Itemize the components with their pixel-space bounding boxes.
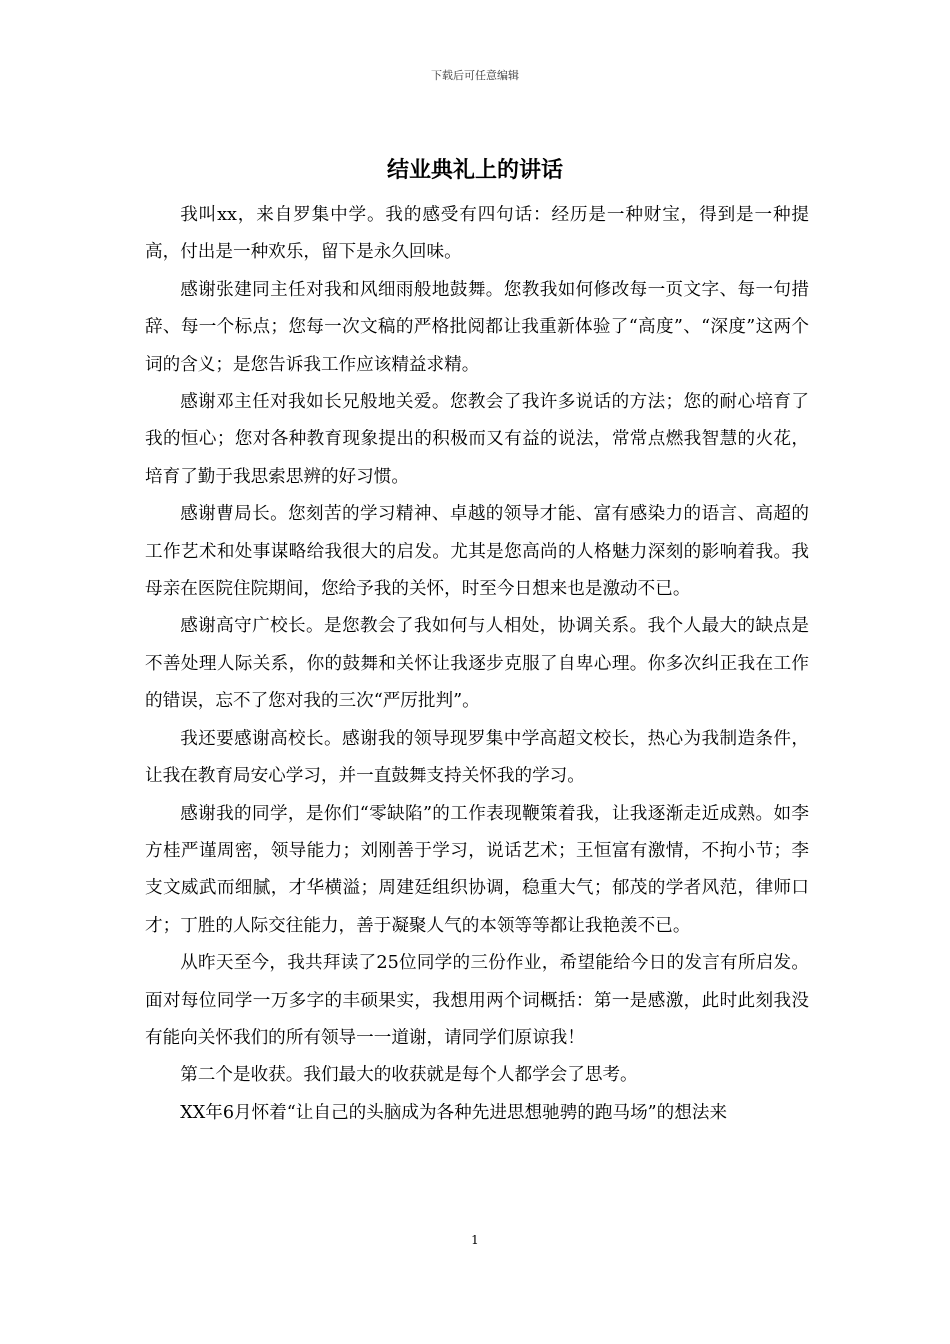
- paragraph: 感谢邓主任对我如长兄般地关爱。您教会了我许多说话的方法；您的耐心培育了我的恒心；您对各种教育现象提出的积极而又有益的说法，常常点燃我智慧的火花，培育了勤于我思索思辨的好习惯。: [145, 392, 809, 487]
- page-header: 下载后可任意编辑: [431, 69, 519, 82]
- paragraph: 我还要感谢高校长。感谢我的领导现罗集中学高超文校长，热心为我制造条件，让我在教育局安心学习，并一直鼓舞支持关怀我的学习。: [145, 728, 809, 787]
- paragraph: 从昨天至今，我共拜读了25位同学的三份作业，希望能给今日的发言有所启发。面对每位同学一万多字的丰硕果实，我想用两个词概括：第一是感激，此时此刻我没有能向关怀我们的所有领导一一道谢，请同学们原谅我！: [145, 953, 809, 1048]
- paragraph: 第二个是收获。我们最大的收获就是每个人都学会了思考。: [180, 1065, 638, 1086]
- paragraph: 感谢曹局长。您刻苦的学习精神、卓越的领导才能、富有感染力的语言、高超的工作艺术和处事谋略给我很大的启发。尤其是您高尚的人格魅力深刻的影响着我。我母亲在医院住院期间，您给予我的关怀，时至今日想来也是激动不已。: [145, 504, 809, 600]
- document-body: [145, 197, 809, 1132]
- paragraph: 感谢我的同学，是你们“零缺陷”的工作表现鞭策着我，让我逐渐走近成熟。如李方桂严谨周密，领导能力；刘刚善于学习，说话艺术；王恒富有激情，不拘小节；李支文威武而细腻，才华横溢；周建廷组织协调，稳重大气；郁茂的学者风范，律师口才；丁胜的人际交往能力，善于凝聚人气的本领等等都让我艳羡不已。: [145, 803, 809, 936]
- paragraph: 感谢高守广校长。是您教会了我如何与人相处，协调关系。我个人最大的缺点是不善处理人际关系，你的鼓舞和关怀让我逐步克服了自卑心理。你多次纠正我在工作的错误，忘不了您对我的三次“严厉批判”。: [145, 616, 809, 712]
- document-title: 结业典礼上的讲话: [386, 157, 563, 183]
- page-number: 1: [471, 1233, 479, 1247]
- paragraph: 我叫xx，来自罗集中学。我的感受有四句话：经历是一种财宝，得到是一种提高，付出是一种欢乐，留下是永久回味。: [145, 205, 809, 263]
- paragraph: 感谢张建同主任对我和风细雨般地鼓舞。您教我如何修改每一页文字、每一句措辞、每一个标点；您每一次文稿的严格批阅都让我重新体验了“高度”、“深度”这两个词的含义；是您告诉我工作应该精益求精。: [145, 279, 809, 375]
- paragraph: XX年6月怀着“让自己的头脑成为各种先进思想驰骋的跑马场”的想法来: [180, 1102, 728, 1123]
